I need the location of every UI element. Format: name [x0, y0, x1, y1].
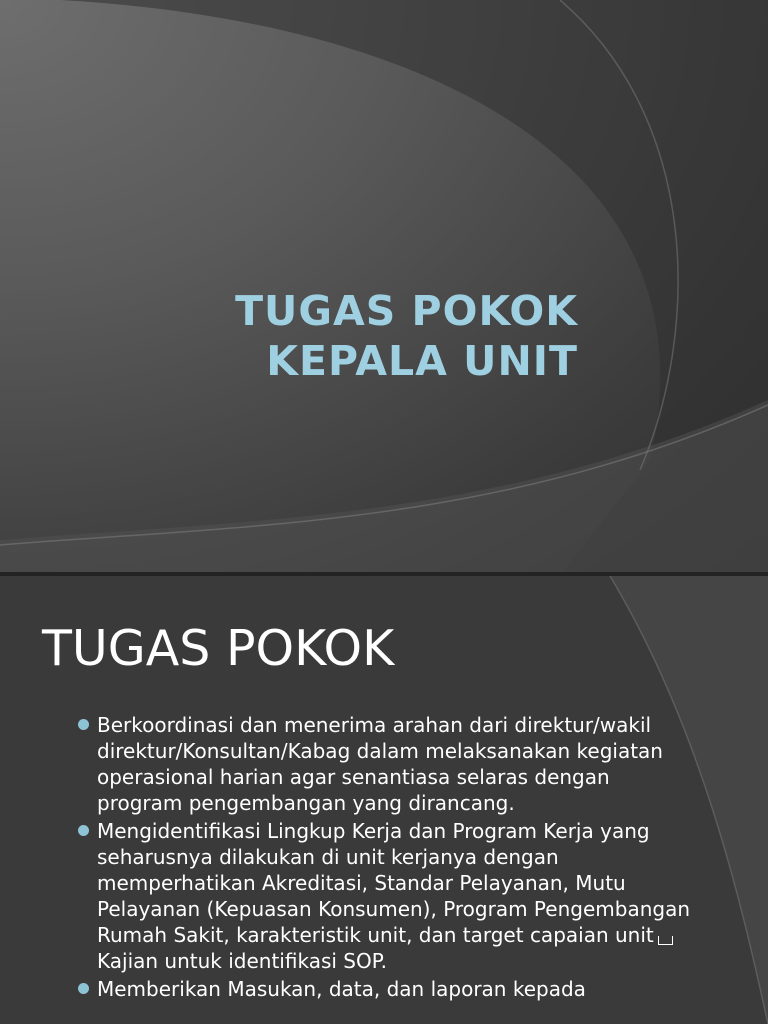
bullet-item-1 — [78, 712, 698, 816]
bullet-icon — [78, 983, 89, 994]
bullet-icon — [78, 825, 89, 836]
bullet-item-3 — [78, 976, 698, 1002]
bullet-text-3: Memberikan Masukan, data, dan laporan kepada — [97, 977, 586, 1001]
bullet-text-1: Berkoordinasi dan menerima arahan dari direktur/wakil direktur/Konsultan/Kabag dalam melaksanakan kegiatan operasional harian agar senantiasa selaras dengan program pengembangan yang dirancang. — [97, 713, 663, 815]
slide-title — [235, 286, 578, 386]
bullet-list — [78, 712, 698, 1004]
bullet-item-2 — [78, 818, 698, 974]
arrow-icon — [658, 936, 673, 945]
title-line-1: TUGAS POKOK — [235, 287, 578, 335]
bullet-text-2-tail: Kajian untuk identifikasi SOP. — [97, 949, 388, 973]
title-line-2: KEPALA UNIT — [266, 337, 578, 385]
bullet-icon — [78, 719, 89, 730]
content-title: TUGAS POKOK — [42, 620, 395, 677]
bullet-text-2: Mengidentifikasi Lingkup Kerja dan Program Kerja yang seharusnya dilakukan di unit kerjanya dengan memperhatikan Akreditasi, Standar Pelayanan, Mutu Pelayanan (Kepuasan Konsumen), Program Pengembangan Rumah Sakit, karakteristik unit, dan target capaian unit — [97, 819, 690, 947]
